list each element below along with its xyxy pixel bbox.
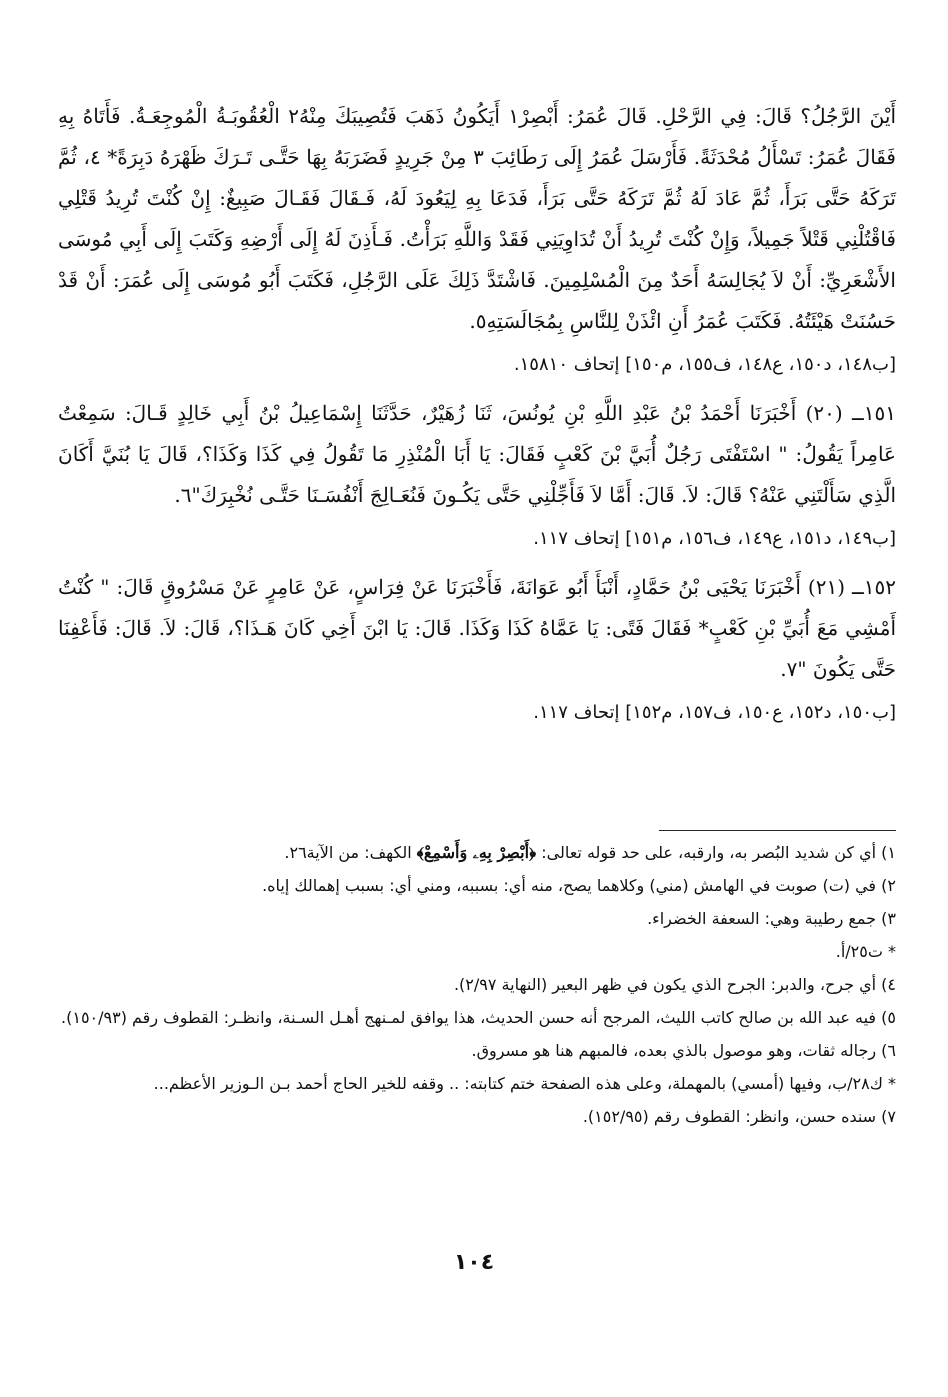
- reference-line: [ب١٤٨، د١٥٠، ع١٤٨، ف١٥٥، م١٥٠] إتحاف ١٥٨١٠.: [513, 354, 896, 375]
- reference-line: [ب١٥٠، د١٥٢، ع١٥٠، ف١٥٧، م١٥٢] إتحاف ١١٧.: [533, 702, 896, 723]
- footnote-1-text: ١) أي كن شديد البُصر به، وارقبه، على حد قوله تعالى:: [536, 843, 896, 862]
- main-text: [58, 96, 896, 733]
- hadith-151: ١٥١ــ (٢٠) أَخْبَرَنَا أَحْمَدُ بْنُ عَبْدِ اللَّهِ بْنِ يُونُسَ، ثَنَا زُهَيْرٌ، حَدَّثَنَا إِسْمَاعِيلُ بْنُ أَبِي خَالِدٍ قَـالَ: سَمِعْتُ عَامِراً يَقُولُ: " اسْتَفْتَى رَجُلٌ أُبَيَّ بْنَ كَعْبٍ فَقَالَ: يَا أَبَا الْمُنْذِرِ مَا تَقُولُ فِي كَذَا وَكَذَا؟، قَالَ يَا بُنَيَّ أَكَانَ الَّذِي سَأَلْتَنِي عَنْهُ؟ قَالَ: لاَ. قَالَ: أَمَّا لاَ فَأَجِّلْنِي حَتَّى يَكُـونَ فَنُعَـالِجَ أَنْفُسَـنَا حَتَّـى نُخْبِرَكَ"٦.: [58, 401, 896, 507]
- narration-paragraph: أَيْنَ الرَّجُلُ؟ قَالَ: فِي الرَّحْلِ. قَالَ عُمَرُ: أَبْصِرْ١ أَيَكُونُ ذَهَبَ فَتُصِيبَكَ مِنْهُ٢ الْعُقُوبَـةُ الْمُوجِعَـةُ. فَأَتَاهُ بِهِ فَقَالَ عُمَرُ: تَسْأَلُ مُحْدَثَةً. فَأَرْسَلَ عُمَرُ إِلَى رَطَائِبَ ٣ مِنْ جَرِيدٍ فَضَرَبَهُ بِهَا حَتَّـى تَـرَكَ ظَهْرَهُ دَبِرَةً* ٤، ثُمَّ تَرَكَهُ حَتَّى بَرَأَ، ثُمَّ عَادَ لَهُ ثُمَّ تَرَكَهُ حَتَّى بَرَأَ، فَدَعَا بِهِ لِيَعُودَ لَهُ، فَـقَالَ فَقَـالَ صَبِيغٌ: إِنْ كُنْتَ تُرِيدُ قَتْلِي فَاقْتُلْنِي قَتْلاً جَمِيلاً، وَإِنْ كُنْتَ تُرِيدُ أَنْ تُدَاوِيَنِي فَقَدْ وَاللَّهِ بَرَأْتُ. فَـأَذِنَ لَهُ إِلَى أَرْضِهِ وَكَتَبَ إِلَى أَبِي مُوسَى الأَشْعَرِيِّ: أَنْ لاَ يُجَالِسَهُ أَحَدٌ مِنَ الْمُسْلِمِينَ. فَاشْتَدَّ ذَلِكَ عَلَى الرَّجُلِ، فَكَتَبَ أَبُو مُوسَى إِلَى عُمَرَ: أَنْ قَدْ حَسُنَتْ هَيْئَتُهُ. فَكَتَبَ عُمَرُ أَنِ ائْذَنْ لِلنَّاسِ بِمُجَالَسَتِهِ٥.: [58, 104, 897, 333]
- footnote-5: ٥) فيه عبد الله بن صالح كاتب الليث، المرجح أنه حسن الحديث، هذا يوافق لمـنهج أهـل السـنة، وانظـر: القطوف رقم (١٥٠/٩٣).: [61, 1008, 896, 1027]
- page-number: ١٠٤: [453, 1250, 495, 1275]
- footnote-7: ٧) سنده حسن، وانظر: القطوف رقم (١٥٢/٩٥).: [582, 1107, 896, 1126]
- footnote-1-source: الكهف: من الآية٢٦.: [284, 843, 417, 862]
- footnotes: [58, 830, 896, 1133]
- footnote-3: ٣) جمع رطيبة وهي: السعفة الخضراء.: [647, 909, 896, 928]
- footnote-4: ٤) أي جرح، والدبر: الجرح الذي يكون في ظهر البعير (النهاية ٢/٩٧).: [453, 975, 896, 994]
- reference-line: [ب١٤٩، د١٥١، ع١٤٩، ف١٥٦، م١٥١] إتحاف ١١٧.: [533, 528, 896, 549]
- manuscript-note: * ت٢٥/أ.: [835, 942, 896, 961]
- quran-verse: ﴿أَبْصِرْ بِهِۦ وَأَسْمِعْ﴾: [416, 843, 537, 862]
- footnote-1: [58, 836, 896, 869]
- hadith-152: ١٥٢ــ (٢١) أَخْبَرَنَا يَحْيَى بْنُ حَمَّادٍ، أَنْبَأَ أَبُو عَوَانَةَ، فَأَخْبَرَنَا عَنْ فِرَاسٍ، عَنْ عَامِرٍ عَنْ مَسْرُوقٍ قَالَ: " كُنْتُ أَمْشِي مَعَ أُبَيِّ بْنِ كَعْبٍ* فَقَالَ فَتًى: يَا عَمَّاهُ كَذَا وَكَذَا. قَالَ: يَا ابْنَ أَخِي كَانَ هَـذَا؟، قَالَ: لاَ. قَالَ: فَأَعْفِنَا حَتَّى يَكُونَ "٧.: [58, 575, 896, 681]
- footnote-2: ٢) في (ت) صوبت في الهامش (مني) وكلاهما يصح، منه أي: بسببه، ومني أي: بسبب إهمالك إياه.: [262, 876, 896, 895]
- footnote-6: ٦) رجاله ثقات، وهو موصول بالذي بعده، فالمبهم هنا هو مسروق.: [471, 1041, 896, 1060]
- manuscript-note: * ك٢٨/ب، وفيها (أمسي) بالمهملة، وعلى هذه الصفحة ختم كتابته: .. وقفه للخير الحاج أحمد بـن الـوزير الأعظم...: [153, 1074, 896, 1093]
